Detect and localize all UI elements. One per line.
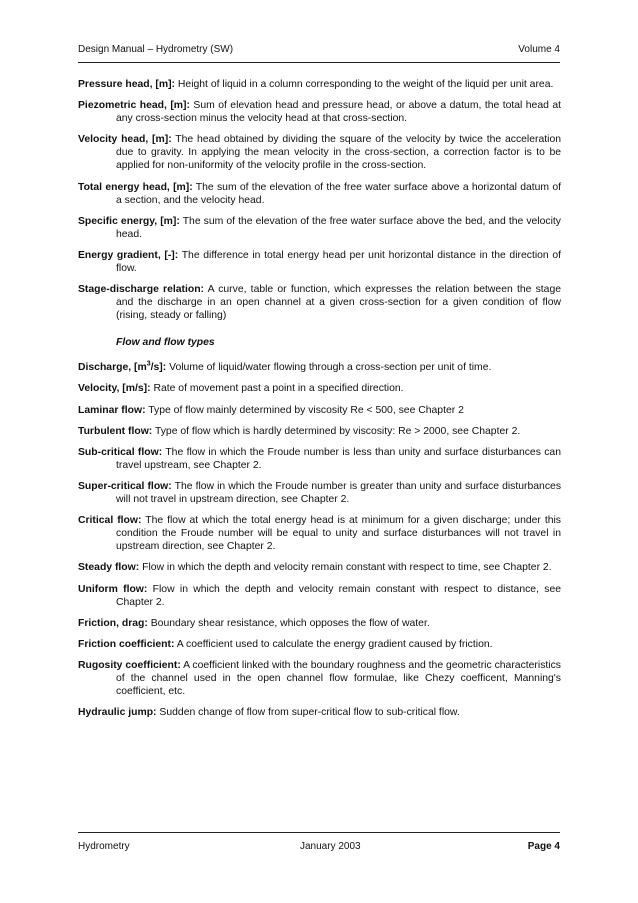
glossary-definition: The flow in which the Froude number is less than unity and surface disturbances can travel upstream, see Chapter 2. (116, 446, 561, 471)
glossary-definition: The sum of the elevation of the free water surface above the bed, and the velocity head. (116, 215, 561, 240)
glossary-definition: Sudden change of flow from super-critical flow to sub-critical flow. (159, 707, 460, 719)
glossary-entry (78, 514, 561, 553)
glossary-entry (78, 617, 561, 630)
glossary-definition: A coefficient used to calculate the energy gradient caused by friction. (176, 639, 493, 650)
glossary-entry (78, 480, 561, 506)
page-number: Page 4 (527, 841, 560, 852)
glossary-term: Laminar flow: (78, 404, 146, 416)
glossary-entry (78, 78, 561, 91)
glossary-entry (78, 425, 561, 438)
glossary-definition: Type of flow mainly determined by viscosity Re < 500, see Chapter 2 (148, 404, 464, 416)
glossary-definition: The flow in which the Froude number is greater than unity and surface disturbances will not travel in upstream direction, see Chapter 2. (116, 481, 562, 506)
glossary-entry (78, 659, 561, 698)
glossary-entry (78, 361, 561, 374)
glossary-entry (78, 133, 561, 172)
glossary-definition: The sum of the elevation of the free water surface above a horizontal datum of a section, and the velocity head. (116, 181, 562, 206)
glossary-entry (78, 446, 561, 472)
glossary-definition: The head obtained by dividing the square of the velocity by twice the acceleration due to gravity. In applying the mean velocity in the cross-section, a correction factor is to be applied for non-uniformity of the velocity profile in the cross-section. (116, 134, 561, 172)
glossary-term: Energy gradient, [-]: (78, 249, 179, 261)
glossary-definition: Boundary shear resistance, which opposes the flow of water. (150, 617, 430, 629)
header-volume: Volume 4 (518, 44, 560, 55)
glossary-definition: Sum of elevation head and pressure head, or above a datum, the total head at any cross-section minus the velocity head at that cross-section. (116, 100, 561, 125)
glossary-definition: Flow in which the depth and velocity remain constant with respect to time, see Chapter 2. (142, 562, 552, 574)
glossary-entry (78, 706, 561, 719)
glossary-definition: The flow at which the total energy head is at minimum for a given discharge; under this condition the Froude number will be equal to unity and surface disturbances will not travel in upstream direction, see Chapter 2. (116, 515, 561, 553)
glossary-term: Velocity head, [m]: (78, 134, 172, 146)
glossary-term: Critical flow: (78, 515, 142, 527)
glossary-term: Friction coefficient: (78, 639, 175, 650)
footer-date: January 2003 (300, 841, 361, 852)
glossary-term: Friction, drag: (78, 617, 148, 629)
glossary-entry (78, 404, 561, 417)
glossary-term: Pressure head, [m]: (78, 79, 176, 90)
glossary-term: Super-critical flow: (78, 481, 172, 493)
page-footer (78, 841, 560, 855)
page-header (78, 44, 560, 58)
glossary-definition: Volume of liquid/water flowing through a cross-section per unit of time. (169, 362, 492, 374)
glossary-definition: Height of liquid in a column corresponding to the weight of the liquid per unit area. (177, 79, 554, 90)
glossary-entry (78, 561, 561, 574)
glossary-entry (78, 638, 561, 651)
glossary-term: Rugosity coefficient: (78, 660, 181, 672)
glossary-body (78, 78, 561, 728)
glossary-term: Stage-discharge relation: (78, 284, 205, 296)
glossary-term: Velocity, [m/s]: (78, 383, 151, 395)
glossary-term: Specific energy, [m]: (78, 215, 180, 227)
glossary-definition: Type of flow which is hardly determined by viscosity: Re > 2000, see Chapter 2. (154, 425, 521, 437)
glossary-entry (78, 283, 561, 322)
glossary-definition: Rate of movement past a point in a specified direction. (153, 383, 404, 395)
glossary-definition: A coefficient linked with the boundary roughness and the geometric characteristics of the channel used in the open channel flow formulae, like Chezy coefficent, Manning's coefficient, etc. (116, 660, 561, 698)
glossary-entry (78, 99, 561, 125)
glossary-definition: Flow in which the depth and velocity remain constant with respect to distance, see Chapter 2. (116, 583, 562, 608)
glossary-list-heads (78, 78, 561, 322)
glossary-term: Total energy head, [m]: (78, 181, 193, 193)
header-divider (78, 62, 560, 63)
glossary-entry (78, 382, 561, 395)
glossary-definition: The difference in total energy head per unit horizontal distance in the direction of flow. (116, 249, 562, 274)
footer-divider (78, 832, 560, 833)
glossary-entry (78, 249, 561, 275)
glossary-definition: A curve, table or function, which expresses the relation between the stage and the discharge in an open channel at a given cross-section for a given condition of flow (rising, steady or falling) (116, 284, 561, 322)
glossary-term: Piezometric head, [m]: (78, 100, 190, 112)
section-heading: Flow and flow types (116, 337, 215, 349)
glossary-term: Steady flow: (78, 562, 140, 574)
glossary-term: Uniform flow: (78, 583, 148, 595)
glossary-term: Hydraulic jump: (78, 707, 157, 719)
glossary-entry (78, 215, 561, 241)
glossary-entry (78, 583, 561, 609)
glossary-list-flow (78, 382, 561, 719)
header-title: Design Manual – Hydrometry (SW) (78, 44, 234, 55)
footer-subject: Hydrometry (78, 841, 130, 852)
glossary-entry (78, 181, 561, 207)
glossary-term: Turbulent flow: (78, 425, 153, 437)
glossary-term: Sub-critical flow: (78, 446, 163, 458)
glossary-term: Discharge, $[m^3/s]$: (78, 360, 167, 374)
